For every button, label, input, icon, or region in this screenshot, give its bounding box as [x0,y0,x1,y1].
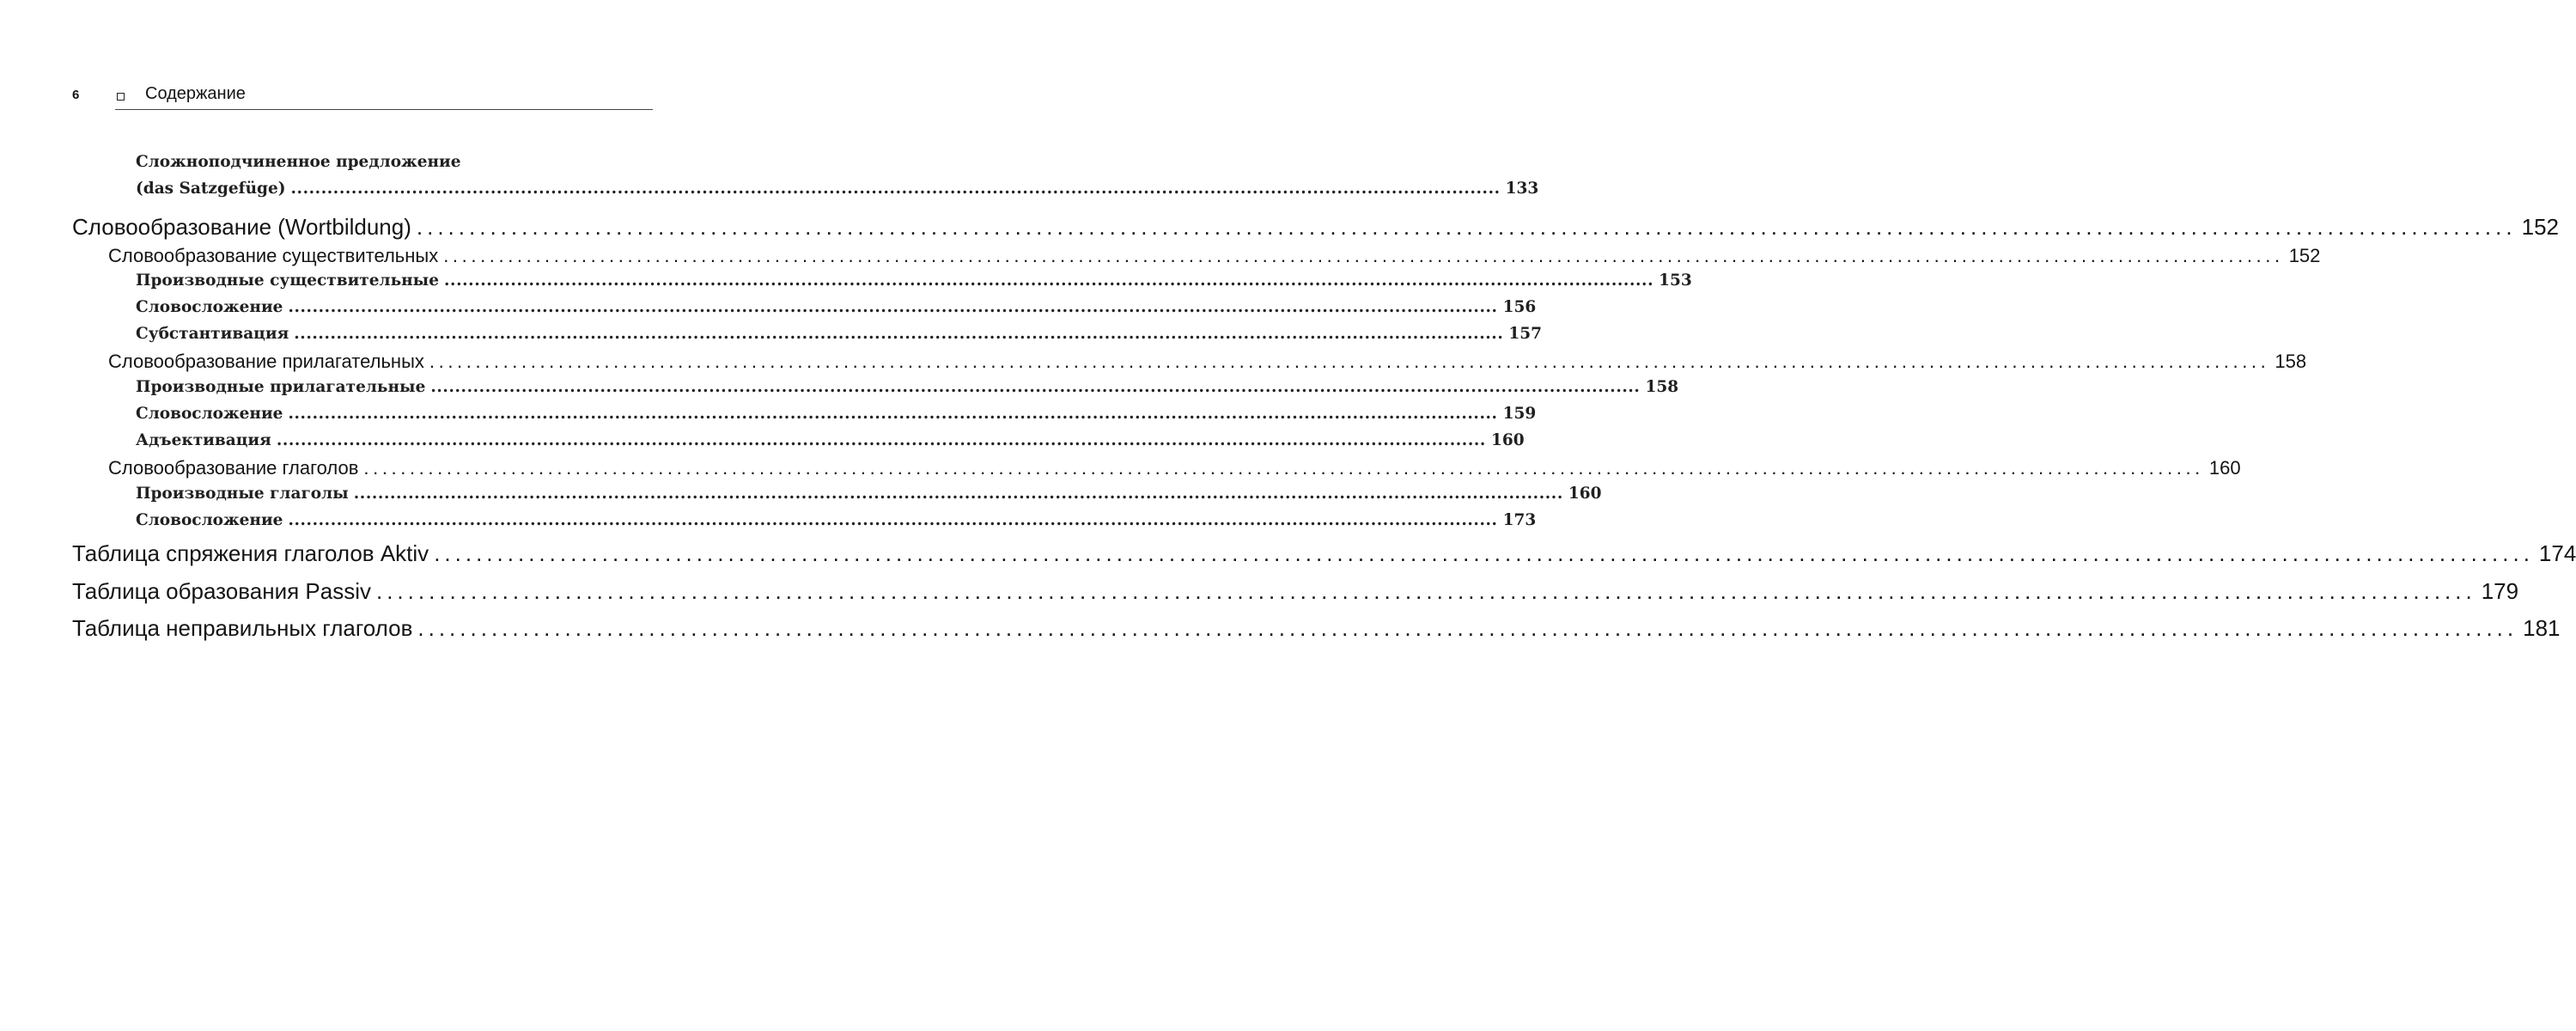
toc-entry-page: 152 [2288,245,2321,266]
dot-leader: ........................................................................................................................................................................................................ [276,431,1486,449]
page-number: 6 [72,88,80,102]
square-bullet-icon [117,93,125,101]
toc-entry [136,271,1692,290]
toc-entry-continuation-line1: Сложноподчиненное предложение [136,153,461,171]
toc-entry-title: Таблица спряжения глаголов Aktiv [72,540,429,566]
header-title: Содержание [145,84,246,103]
dot-leader: ........................................................................................................................................................................................................ [430,378,1641,396]
toc-entry [136,325,1543,343]
toc-entry-page: 174 [2538,540,2576,566]
toc-entry [108,351,2307,373]
header-rule [115,109,653,110]
toc-entry [72,578,2519,605]
dot-leader: ........................................................................................................................................................................................................ [429,351,2270,372]
toc-entry [136,485,1602,503]
toc-entry-page: 152 [2521,214,2559,240]
running-header [72,84,653,112]
toc-entry-title: Словообразование существительных [108,245,439,266]
toc-entry-page: 157 [1508,325,1543,343]
dot-leader: ........................................................................................................................................................................................................ [294,325,1504,343]
toc-entry-page: 153 [1659,271,1692,290]
toc-entry-page: 181 [2523,615,2561,641]
toc-entry [136,511,1537,529]
dot-leader: ........................................................................................................................................................................................................ [417,615,2518,641]
toc-entry-page: 179 [2481,578,2519,604]
toc-entry-page: 173 [1502,511,1537,529]
toc-entry [108,457,2241,479]
toc-entry-title: Словообразование глаголов [108,457,359,479]
toc-entry-title: Словосложение [136,405,283,423]
toc-entry-page: 133 [1505,180,1539,198]
toc-entry [108,245,2321,267]
toc-entry-page: 160 [2208,457,2241,479]
toc-entry-page: 160 [1568,485,1602,503]
toc-entry-title: Таблица образования Passiv [72,578,371,604]
toc-entry-title: Словообразование (Wortbildung) [72,214,411,240]
dot-leader: ........................................................................................................................................................................................................ [353,485,1563,503]
dot-leader: ........................................................................................................................................................................................................ [288,298,1498,316]
toc-entry-title: Таблица неправильных глаголов [72,615,413,641]
dot-leader: ........................................................................................................................................................................................................ [363,457,2204,479]
toc-entry [136,298,1537,316]
toc-entry-page: 159 [1502,405,1537,423]
dot-leader: ........................................................................................................................................................................................................ [416,214,2517,240]
toc-entry-title: Производные прилагательные [136,378,426,396]
dot-leader: ........................................................................................................................................................................................................ [288,511,1498,529]
toc-entry-page: 160 [1490,431,1525,449]
dot-leader: ........................................................................................................................................................................................................ [288,405,1498,423]
dot-leader: ........................................................................................................................................................................................................ [443,245,2284,266]
toc-entry-continuation [136,180,1539,198]
toc-entry-title: (das Satzgefüge) [136,180,286,198]
dot-leader: ........................................................................................................................................................................................................ [290,180,1501,198]
toc-entry [72,615,2561,642]
toc-entry [136,431,1525,449]
toc-entry-page: 158 [1645,378,1679,396]
toc-entry-title: Производные глаголы [136,485,349,503]
toc-entry-title: Субстантивация [136,325,289,343]
toc-entry [72,540,2576,567]
toc-entry [136,378,1679,396]
dot-leader: ........................................................................................................................................................................................................ [375,578,2476,604]
toc-entry [72,214,2559,241]
toc-entry-title: Производные существительные [136,271,439,290]
dot-leader: ........................................................................................................................................................................................................ [443,271,1654,290]
toc-entry-title: Словосложение [136,298,283,316]
toc-entry [136,405,1537,423]
toc-entry-title: Словообразование прилагательных [108,351,424,372]
dot-leader: ........................................................................................................................................................................................................ [434,540,2534,566]
toc-entry-title: Словосложение [136,511,283,529]
toc-entry-page: 158 [2275,351,2307,372]
toc-entry-page: 156 [1502,298,1537,316]
toc-entry-title: Адъективация [136,431,271,449]
